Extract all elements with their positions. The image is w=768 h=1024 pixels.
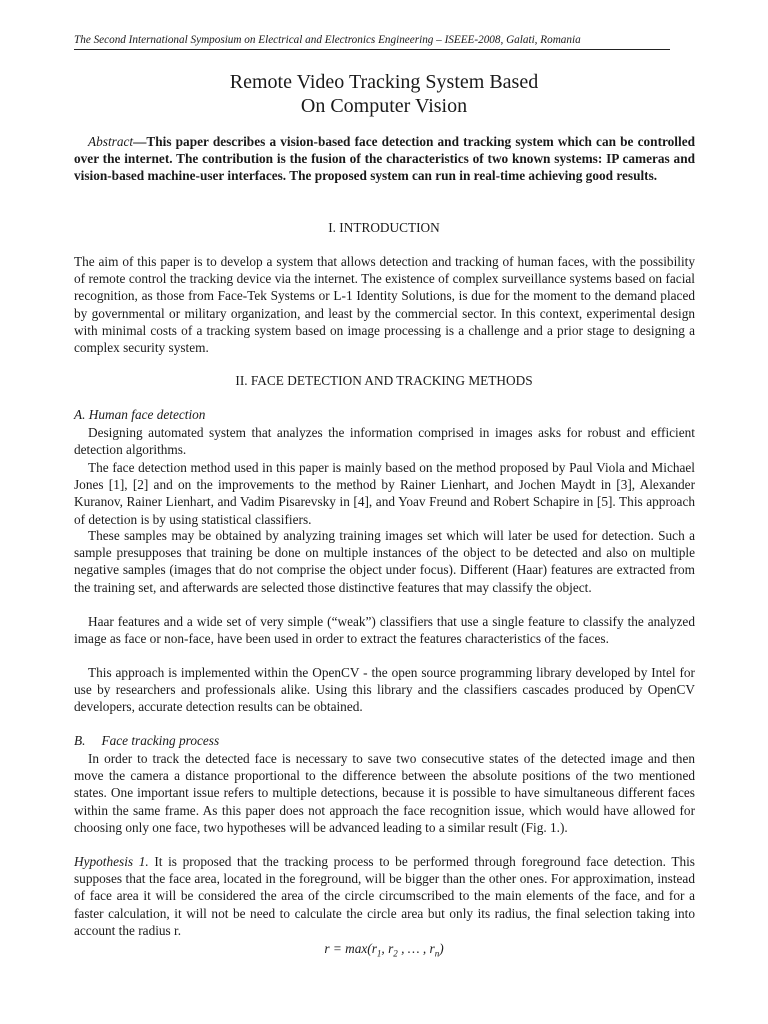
paragraph: Haar features and a wide set of very simple (“weak”) classifiers that use a single feature to classify the analyzed image as face or non-face, have been used in order to extract the features characteristics of the faces. <box>74 614 695 647</box>
paper-title <box>0 70 768 118</box>
section-heading-methods: II. FACE DETECTION AND TRACKING METHODS <box>235 373 533 388</box>
paragraph: This approach is implemented within the OpenCV - the open source programming library developed by Intel for use by researchers and professionals alike. Using this library and the classifiers cascades produced by OpenCV developers, accurate detection results can be obtained. <box>74 665 695 715</box>
abstract-text: This paper describes a vision-based face detection and tracking system which can be controlled over the internet. The contribution is the fusion of the characteristics of two known systems: IP cameras and vision-based machine-user interfaces. The proposed system can run in real-time achieving good results. <box>74 134 695 184</box>
introduction-paragraph: The aim of this paper is to develop a system that allows detection and tracking of human faces, with the possibility of remote control the tracking device via the internet. The existence of complex surveillance systems based on facial recognition, as those from Face-Tek Systems or L-1 Identity Solutions, is due for the moment to the demand placed by governmental or military organization, and least by the commercial sector. In this context, experimental design with minimal costs of a tracking system based on image processing is a challenge and a prior stage to designing a complex security system. <box>74 254 695 356</box>
paragraph: Designing automated system that analyzes the information comprised in images asks for robust and efficient detection algorithms. <box>74 425 695 458</box>
paragraph: In order to track the detected face is necessary to save two consecutive states of the detected image and then move the camera a distance proportional to the difference between the absolute positions of the two mentioned states. One important issue refers to multiple detections, because it is possible to have simultaneous different faces within the same frame. As this paper does not approach the face recognition issue, which would have allowed for choosing only one face, two hypotheses will be advanced leading to a similar result (Fig. 1.). <box>74 751 695 835</box>
section-heading-introduction: I. INTRODUCTION <box>328 220 440 235</box>
formula-part: r = max(r <box>324 941 377 956</box>
title-line-1: Remote Video Tracking System Based <box>229 71 539 93</box>
title-line-2: On Computer Vision <box>300 95 468 117</box>
running-header: The Second International Symposium on Electrical and Electronics Engineering – ISEEE-2008, Galati, Romania <box>74 33 670 50</box>
paragraph: These samples may be obtained by analyzing training images set which will later be used for detection. Such a sample presupposes that training be done on multiple instances of the object to be detected and also on multiple negative samples (images that do not comprise the object under focus). Different (Haar) features are extracted from the training set, and afterwards are selected those distinctive features that may classify the object. <box>74 528 695 595</box>
subsection-heading-face-tracking <box>74 732 219 749</box>
formula-subscript: n <box>434 948 440 959</box>
abstract-label: Abstract <box>88 134 134 149</box>
hypothesis-paragraph <box>74 853 695 939</box>
subsection-title: Human face detection <box>88 407 206 422</box>
hypothesis-label: Hypothesis 1. <box>74 854 149 869</box>
formula-part: , … , r <box>397 941 435 956</box>
formula-subscript: 1 <box>376 948 382 959</box>
subsection-letter: A. <box>74 407 86 422</box>
abstract-dash: — <box>133 134 147 149</box>
formula <box>0 940 768 963</box>
formula-subscript: 2 <box>393 948 398 959</box>
subsection-letter: B. <box>74 733 86 748</box>
subsection-title: Face tracking process <box>101 733 220 748</box>
paragraph: The face detection method used in this paper is mainly based on the method proposed by Paul Viola and Michael Jones [1], [2] and on the improvements to the method by Rainer Lienhart, and Jochen Maydt in [3], Alexander Kuranov, Rainer Lienhart, and Vadim Pisarevsky in [4], and Yoav Freund and Robert Schapire in [5]. This approach of detection is by using statistical classifiers. <box>74 460 695 527</box>
subsection-heading-face-detection <box>74 406 205 423</box>
abstract <box>74 133 695 185</box>
formula-part: , r <box>381 941 394 956</box>
hypothesis-text: It is proposed that the tracking process to be performed through foreground face detection. This supposes that the face area, located in the foreground, will be bigger than the other ones. For approximation, instead of face area it will be considered the area of the circle circumscribed to the main elements of the face, and for a faster calculation, it will not be need to calculate the circle area but only its radius, the final selection taking into account the radius r. <box>74 854 695 938</box>
formula-part: ) <box>439 941 444 956</box>
